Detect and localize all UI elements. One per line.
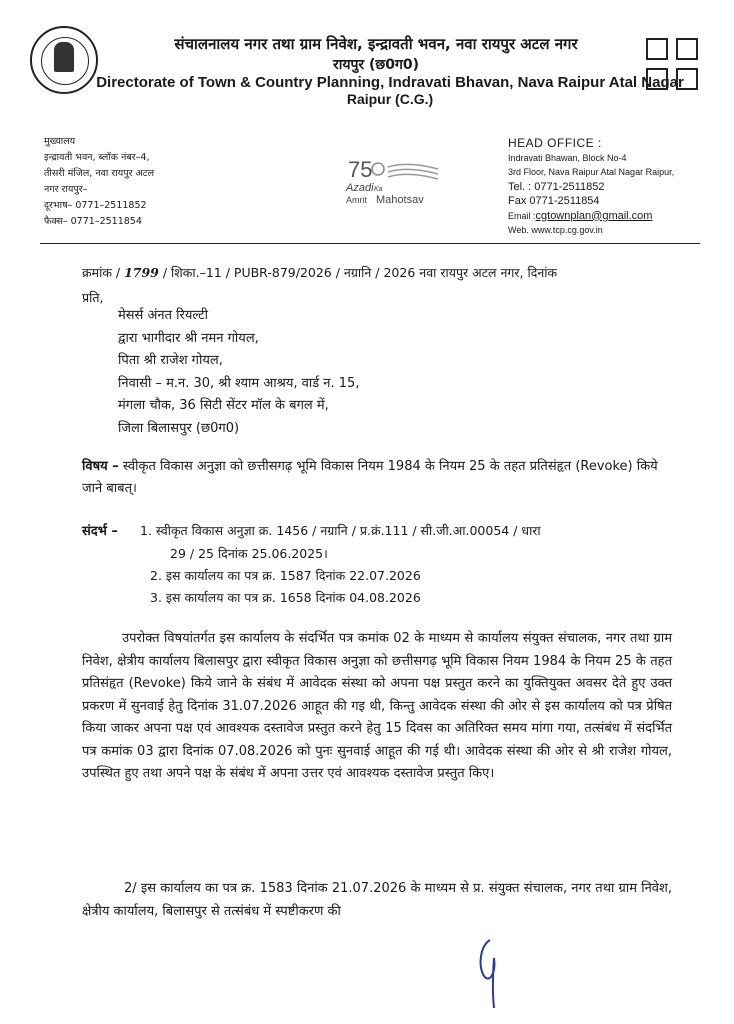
body-paragraph-1: उपरोक्त विषयांतर्गत इस कार्यालय के संदर्भित पत्र कमांक 02 के माध्यम से कार्यालय संयुक्त संचालक, नगर तथा ग्राम निवेश, क्षेत्रीय कार्यालय बिलासपुर द्वारा स्वीकृत विकास अनुज्ञा को छत्तीसगढ़ भूमि विकास नियम 1984 के नियम 25 के तहत प्रतिसंहृत (Revoke) किये जाने के संबंध में आवेदक संस्था को अपना पक्ष प्रस्तुत करने का युक्तियुक्त अवसर देते हुए उक्त प्रकरण में सुनवाई हेतु दिनांक 31.07.2026 आहूत की गइ थी, किन्तु आवेदक संस्था की ओर से इस कार्यालय को पत्र प्रेषित किया जाकर अपना पक्ष एवं आवश्यक दस्तावेज प्रस्तुत करने हेतु 15 दिवस का अतिरिक्त समय मांगा गया, तत्संबंध में संदर्भित पत्र कमांक 03 द्वारा दिनांक 07.08.2026 को पुनः सुनवाई आहूत की गई थी। आवेदक संस्था की ओर से श्री राजेश गोयल, उपस्थित हुए तथा अपने पक्ष के संबंध में अपना उत्तर एवं आवश्यक दस्तावेज प्रस्तुत किए। <box>82 631 672 781</box>
references-label: संदर्भ – <box>82 524 118 539</box>
subject-section <box>82 456 672 500</box>
svg-text:Azadi: Azadi <box>346 182 374 194</box>
azadi-ka-amrit-mahotsav-logo <box>340 155 460 205</box>
azadi-logo-graphic <box>340 155 460 205</box>
addressee-line: निवासी – म.न. 30, श्री श्याम आश्रय, वार्ड न. 15, <box>118 375 360 391</box>
header-title-english: Directorate of Town & Country Planning, Indravati Bhavan, Nava Raipur Atal Nagar <box>96 74 684 91</box>
fax-number: 0771-2511854 <box>529 195 600 207</box>
phone-number: दूरभाष– 0771–2511852 <box>44 200 147 211</box>
subject-label: विषय – <box>82 459 119 474</box>
azadi-logo-number: 75 <box>348 157 373 182</box>
addressee-line: द्वारा भागीदार श्री नमन गोयल, <box>118 330 259 346</box>
head-office-label: HEAD OFFICE : <box>508 136 602 150</box>
header-subtitle-english: Raipur (C.G.) <box>346 91 434 107</box>
addressee-line: पिता श्री राजेश गोयल, <box>118 353 223 368</box>
svg-text:Mahotsav: Mahotsav <box>376 194 424 205</box>
telephone-number: 0771-2511852 <box>534 180 605 193</box>
address-line: इन्द्रावती भवन, ब्लॉक नंबर–4, <box>44 152 150 163</box>
email-link[interactable]: cgtownplan@gmail.com <box>535 209 653 222</box>
body-paragraph-2: 2/ इस कार्यालय का पत्र क्र. 1583 दिनांक 21.07.2026 के माध्यम से प्र. संयुक्त संचालक, नगर तथा ग्राम निवेश, क्षेत्रीय कार्यालय, बिलासपुर से तत्संबंध में स्पष्टीकरण की <box>82 881 672 919</box>
address-line: Indravati Bhawan, Block No-4 <box>508 152 627 163</box>
fax-row: Fax 0771-2511854 <box>508 195 600 207</box>
right-address-block <box>508 136 674 238</box>
address-line: तीसरी मंजिल, नवा रायपुर अटल <box>44 168 155 179</box>
left-address-block <box>44 134 154 230</box>
references-section <box>82 520 682 609</box>
email-row: Email :cgtownplan@gmail.com <box>508 209 653 222</box>
addressee-block <box>118 305 359 440</box>
reference-item-continued: 29 / 25 दिनांक 25.06.2025। <box>170 546 328 561</box>
reference-item: 1. स्वीकृत विकास अनुज्ञा क्र. 1456 / नग्रानि / प्र.क्रं.111 / सी.जी.आ.00054 / धारा <box>140 523 541 538</box>
addressee-line: मेसर्स अंनत रियल्टी <box>118 308 208 323</box>
grid-logo-icon <box>646 38 702 94</box>
svg-text:Amrit: Amrit <box>346 195 367 205</box>
addressee-line: मंगला चौक, 36 सिटी सेंटर मॉल के बगल में, <box>118 398 329 413</box>
header-subtitle-hindi: रायपुर (छ0ग0) <box>333 57 419 73</box>
svg-text:Ka: Ka <box>374 186 383 193</box>
telephone-row: Tel. : 0771-2511852 <box>508 180 605 193</box>
handwritten-number: 1799 <box>124 265 159 280</box>
reference-item: 3. इस कार्यालय का पत्र क्र. 1658 दिनांक 04.08.2026 <box>150 590 421 605</box>
prati-label: प्रति, <box>82 290 104 305</box>
header-divider <box>40 243 700 244</box>
fax-number: फैक्स– 0771–2511854 <box>44 216 142 227</box>
address-line: 3rd Floor, Nava Raipur Atal Nagar Raipur, <box>508 167 675 177</box>
signature-mark <box>468 932 508 1012</box>
website-link[interactable]: Web. www.tcp.cg.gov.in <box>508 225 603 235</box>
reference-item: 2. इस कार्यालय का पत्र क्र. 1587 दिनांक 22.07.2026 <box>150 568 421 583</box>
subject-text: स्वीकृत विकास अनुज्ञा को छत्तीसगढ़ भूमि विकास नियम 1984 के नियम 25 के तहत प्रतिसंहृत (Revoke) किये जाने बाबत्। <box>82 459 658 496</box>
address-line: मुख्यालय <box>44 136 76 147</box>
addressee-line: जिला बिलासपुर (छ0ग0) <box>118 420 240 436</box>
header-title-hindi: संचालनालय नगर तथा ग्राम निवेश, इन्द्रावती भवन, नवा रायपुर अटल नगर <box>174 35 578 53</box>
letter-reference-number: क्रमांक / 1799 / शिका.–11 / PUBR-879/2026 / नग्रानि / 2026 नवा रायपुर अटल नगर, दिनांक <box>82 265 558 280</box>
address-line: नगर रायपुर– <box>44 184 88 195</box>
